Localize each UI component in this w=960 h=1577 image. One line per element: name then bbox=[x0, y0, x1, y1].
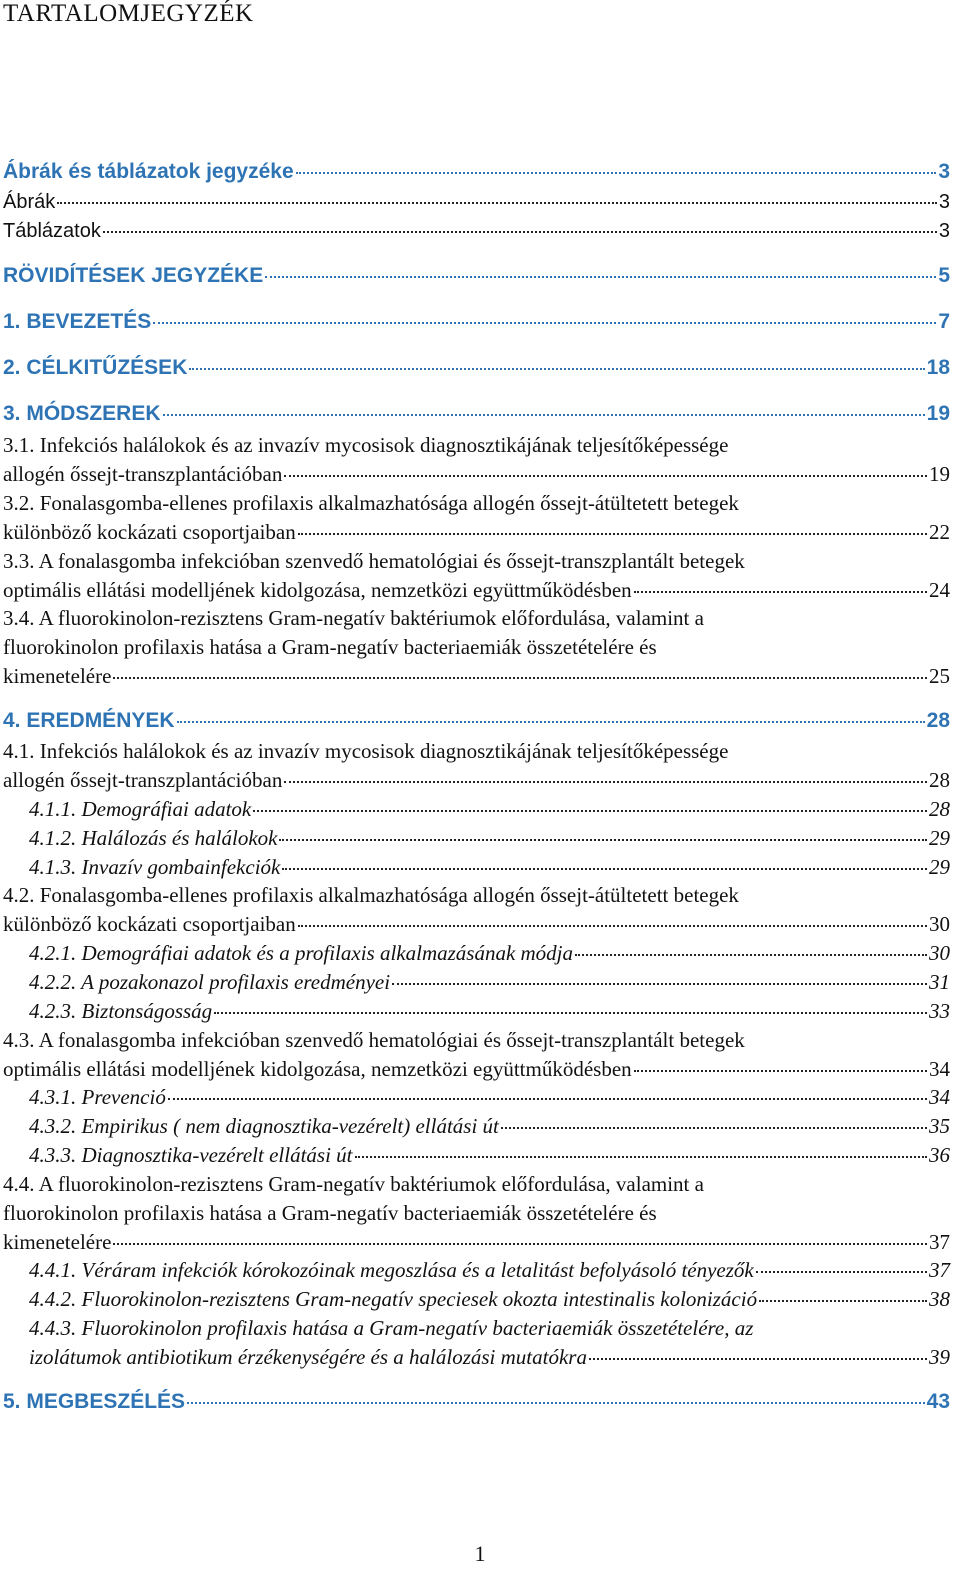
toc-entry-4-2[interactable] bbox=[3, 881, 950, 939]
toc-page-number: 37 bbox=[929, 1230, 950, 1254]
dot-leader bbox=[284, 781, 927, 783]
toc-entry-line: 3.2. Fonalasgomba-ellenes profilaxis alkalmazhatósága allogén őssejt-átültetett betegek bbox=[3, 491, 739, 515]
toc-entry-label: 4.2.1. Demográfiai adatok és a profilaxis alkalmazásának módja bbox=[29, 941, 574, 965]
toc-page-number: 39 bbox=[929, 1345, 950, 1369]
toc-entry-label: 4.2.2. A pozakonazol profilaxis eredményei bbox=[29, 970, 391, 994]
toc-entry-label: 4.3.1. Prevenció bbox=[29, 1085, 166, 1109]
toc-entry-methods[interactable] bbox=[3, 399, 950, 428]
toc-entry-label: Ábrák és táblázatok jegyzéke bbox=[3, 160, 294, 183]
toc-entry-line: fluorokinolon profilaxis hatása a Gram-negatív bacteriaemiák összetételére és bbox=[3, 635, 657, 659]
dot-leader bbox=[113, 1243, 927, 1245]
toc-page-number: 5 bbox=[938, 264, 950, 287]
toc-page-number: 24 bbox=[929, 578, 950, 602]
toc-page-number: 38 bbox=[929, 1287, 950, 1311]
dot-leader bbox=[103, 231, 937, 233]
toc-page-number: 28 bbox=[926, 709, 950, 732]
toc-entry-label: optimális ellátási modelljének kidolgozása, nemzetközi együttműködésben bbox=[3, 1057, 632, 1081]
toc-entry-line: 4.1. Infekciós halálokok és az invazív mycosisok diagnosztikájának teljesítőképessége bbox=[3, 739, 729, 763]
toc-entry-4-1[interactable] bbox=[3, 737, 950, 795]
toc-entry-figures-tables-list[interactable] bbox=[3, 157, 950, 186]
toc-entry-label: izolátumok antibiotikum érzékenységére és a halálozási mutatókra bbox=[29, 1345, 587, 1369]
toc-page-number: 3 bbox=[938, 191, 950, 213]
toc-entry-3-1[interactable] bbox=[3, 431, 950, 489]
toc-entry-discussion[interactable] bbox=[3, 1387, 950, 1416]
toc-page-number: 28 bbox=[929, 797, 950, 821]
toc-entry-label: 1. BEVEZETÉS bbox=[3, 310, 152, 333]
toc-page-number: 22 bbox=[929, 520, 950, 544]
toc-entry-label: különböző kockázati csoportjaiban bbox=[3, 520, 296, 544]
toc-entry-label: 4.4.1. Véráram infekciók kórokozóinak megoszlása és a letalitást befolyásoló tényezők bbox=[29, 1258, 754, 1282]
toc-entry-label: 5. MEGBESZÉLÉS bbox=[3, 1390, 186, 1413]
dot-leader bbox=[187, 1402, 925, 1404]
toc-entry-label: 2. CÉLKITŰZÉSEK bbox=[3, 356, 188, 379]
toc-entry-line: 3.4. A fluorokinolon-rezisztens Gram-negatív baktériumok előfordulása, valamint a bbox=[3, 606, 704, 630]
toc-entry-line: 4.2. Fonalasgomba-ellenes profilaxis alkalmazhatósága allogén őssejt-átültetett betegek bbox=[3, 883, 739, 907]
dot-leader bbox=[392, 983, 927, 985]
toc-entry-figures[interactable] bbox=[3, 188, 950, 217]
toc-page-number: 7 bbox=[938, 310, 950, 333]
dot-leader bbox=[253, 810, 927, 812]
toc-entry-label: RÖVIDÍTÉSEK JEGYZÉKE bbox=[3, 264, 264, 287]
toc-entry-label: optimális ellátási modelljének kidolgozása, nemzetközi együttműködésben bbox=[3, 578, 632, 602]
toc-entry-4-3-1[interactable] bbox=[3, 1083, 950, 1112]
toc-entry-3-3[interactable] bbox=[3, 547, 950, 605]
toc-entry-label: allogén őssejt-transzplantációban bbox=[3, 462, 283, 486]
dot-leader bbox=[756, 1271, 927, 1273]
toc-entry-label: 4.3.3. Diagnosztika-vezérelt ellátási út bbox=[29, 1143, 353, 1167]
toc-page-number: 34 bbox=[929, 1057, 950, 1081]
dot-leader bbox=[177, 721, 925, 723]
toc-page-number: 19 bbox=[926, 402, 950, 425]
toc-entry-label: különböző kockázati csoportjaiban bbox=[3, 912, 296, 936]
toc-entry-label: 4.4.2. Fluorokinolon-rezisztens Gram-negatív speciesek okozta intestinalis kolonizáció bbox=[29, 1287, 758, 1311]
dot-leader bbox=[298, 925, 927, 927]
toc-entry-4-3-3[interactable] bbox=[3, 1141, 950, 1170]
toc-entry-label: Ábrák bbox=[3, 191, 56, 213]
toc-page-number: 36 bbox=[929, 1143, 950, 1167]
dot-leader bbox=[113, 677, 927, 679]
toc-page-number: 28 bbox=[929, 768, 950, 792]
toc-entry-introduction[interactable] bbox=[3, 307, 950, 336]
toc-page-number: 29 bbox=[929, 855, 950, 879]
toc-entry-4-4-1[interactable] bbox=[3, 1256, 950, 1285]
toc-entry-tables[interactable] bbox=[3, 217, 950, 246]
dot-leader bbox=[634, 1070, 927, 1072]
dot-leader bbox=[355, 1156, 927, 1158]
dot-leader bbox=[279, 839, 927, 841]
toc-entry-4-4-2[interactable] bbox=[3, 1285, 950, 1314]
dot-leader bbox=[296, 172, 937, 174]
toc-entry-4-4[interactable] bbox=[3, 1170, 950, 1257]
toc-entry-4-2-3[interactable] bbox=[3, 997, 950, 1026]
toc-page-number: 30 bbox=[929, 912, 950, 936]
dot-leader bbox=[57, 202, 937, 204]
toc-entry-3-2[interactable] bbox=[3, 489, 950, 547]
toc-title: TARTALOMJEGYZÉK bbox=[3, 0, 254, 27]
toc-entry-label: 4.2.3. Biztonságosság bbox=[29, 999, 213, 1023]
toc-entry-4-1-2[interactable] bbox=[3, 824, 950, 853]
toc-entry-abbreviations[interactable] bbox=[3, 261, 950, 290]
toc-page-number: 3 bbox=[938, 160, 950, 183]
toc-entry-4-1-1[interactable] bbox=[3, 795, 950, 824]
toc-page-number: 43 bbox=[926, 1390, 950, 1413]
dot-leader bbox=[265, 276, 936, 278]
toc-page-number: 25 bbox=[929, 664, 950, 688]
toc-page-number: 34 bbox=[929, 1085, 950, 1109]
toc-entry-label: allogén őssejt-transzplantációban bbox=[3, 768, 283, 792]
dot-leader bbox=[501, 1127, 927, 1129]
toc-entry-label: kimenetelére bbox=[3, 1230, 112, 1254]
dot-leader bbox=[282, 868, 927, 870]
toc-page-number: 31 bbox=[929, 970, 950, 994]
toc-entry-label: 4.1.3. Invazív gombainfekciók bbox=[29, 855, 281, 879]
dot-leader bbox=[284, 475, 927, 477]
toc-entry-label: kimenetelére bbox=[3, 664, 112, 688]
dot-leader bbox=[634, 591, 927, 593]
toc-entry-4-2-1[interactable] bbox=[3, 939, 950, 968]
toc-page-number: 30 bbox=[929, 941, 950, 965]
toc-entry-label: 4. EREDMÉNYEK bbox=[3, 709, 175, 732]
toc-entry-label: 3. MÓDSZEREK bbox=[3, 402, 161, 425]
toc-entry-results[interactable] bbox=[3, 706, 950, 735]
dot-leader bbox=[168, 1098, 927, 1100]
toc-entry-label: Táblázatok bbox=[3, 220, 101, 242]
toc-entry-4-2-2[interactable] bbox=[3, 968, 950, 997]
toc-page-number: 3 bbox=[938, 220, 950, 242]
toc-page-number: 33 bbox=[929, 999, 950, 1023]
dot-leader bbox=[575, 954, 927, 956]
toc-page-number: 18 bbox=[926, 356, 950, 379]
toc-entry-line: fluorokinolon profilaxis hatása a Gram-negatív bacteriaemiák összetételére és bbox=[3, 1201, 657, 1225]
dot-leader bbox=[214, 1012, 927, 1014]
dot-leader bbox=[298, 533, 927, 535]
toc-entry-label: 4.1.1. Demográfiai adatok bbox=[29, 797, 252, 821]
toc-entry-line: 4.3. A fonalasgomba infekcióban szenvedő hematológiai és őssejt-transzplantált betegek bbox=[3, 1028, 745, 1052]
toc-entry-3-4[interactable] bbox=[3, 604, 950, 691]
dot-leader bbox=[153, 322, 936, 324]
toc-entry-4-3-2[interactable] bbox=[3, 1112, 950, 1141]
dot-leader bbox=[189, 368, 924, 370]
toc-entry-4-1-3[interactable] bbox=[3, 853, 950, 882]
dot-leader bbox=[163, 414, 925, 416]
toc-entry-line: 4.4. A fluorokinolon-rezisztens Gram-negatív baktériumok előfordulása, valamint a bbox=[3, 1172, 704, 1196]
toc-entry-line: 3.3. A fonalasgomba infekcióban szenvedő hematológiai és őssejt-transzplantált betegek bbox=[3, 549, 745, 573]
dot-leader bbox=[589, 1358, 927, 1360]
toc-page-number: 19 bbox=[929, 462, 950, 486]
toc-page-number: 37 bbox=[929, 1258, 950, 1282]
toc-entry-4-3[interactable] bbox=[3, 1026, 950, 1084]
toc-entry-label: 4.1.2. Halálozás és halálokok bbox=[29, 826, 278, 850]
dot-leader bbox=[759, 1300, 927, 1302]
toc-entry-objectives[interactable] bbox=[3, 353, 950, 382]
toc-page-number: 29 bbox=[929, 826, 950, 850]
toc-page-number: 35 bbox=[929, 1114, 950, 1138]
toc-entry-4-4-3[interactable] bbox=[3, 1314, 950, 1372]
page-number: 1 bbox=[474, 1541, 486, 1566]
toc-entry-line: 3.1. Infekciós halálokok és az invazív mycosisok diagnosztikájának teljesítőképessége bbox=[3, 433, 729, 457]
toc-entry-line: 4.4.3. Fluorokinolon profilaxis hatása a Gram-negatív bacteriaemiák összetételére, az bbox=[29, 1316, 754, 1340]
toc-entry-label: 4.3.2. Empirikus ( nem diagnosztika-vezérelt) ellátási út bbox=[29, 1114, 499, 1138]
